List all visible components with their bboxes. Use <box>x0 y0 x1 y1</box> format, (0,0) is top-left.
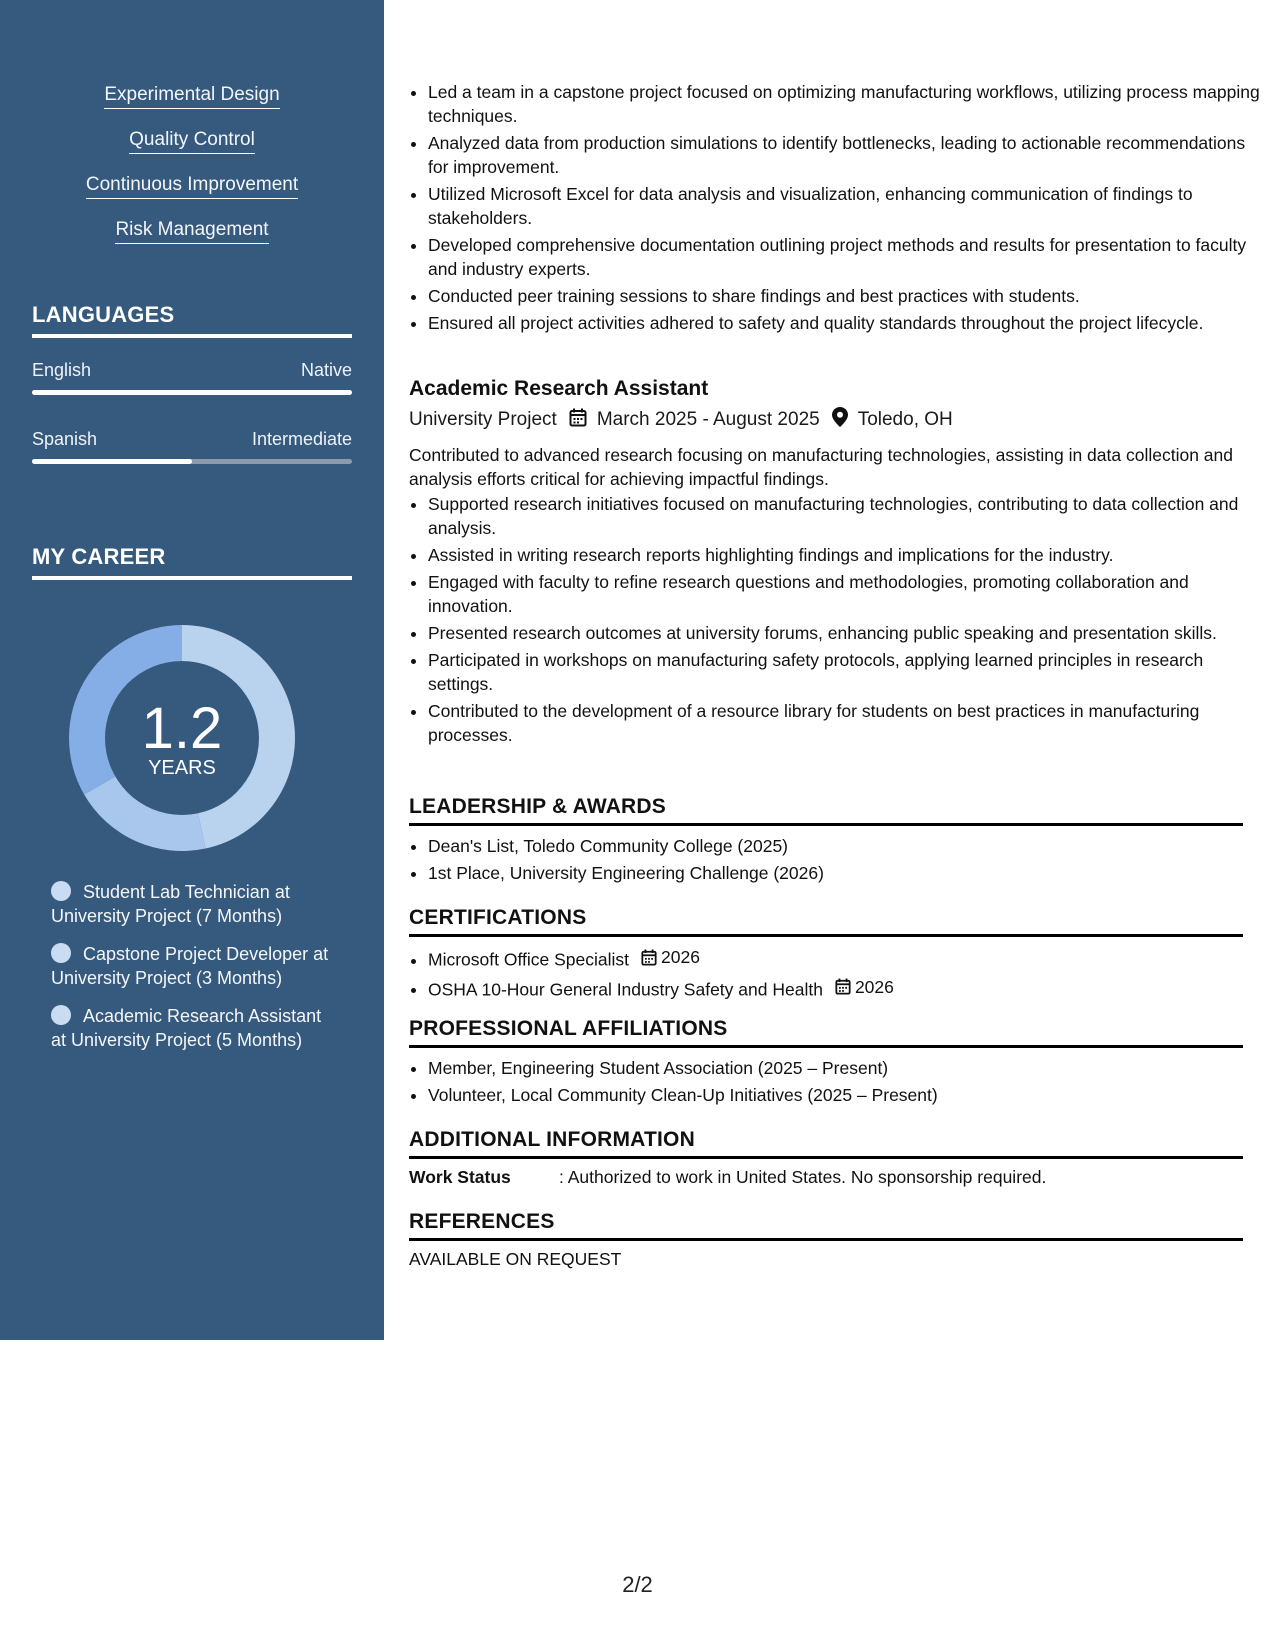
references-section <box>409 1210 1243 1270</box>
language-bar-spanish <box>32 459 352 464</box>
list-item <box>428 975 1243 1002</box>
references-text: AVAILABLE ON REQUEST <box>409 1249 622 1269</box>
list-item: • Led a team in a capstone project focused on optimizing manufacturing workflows, utilizing process mapping techniques. <box>428 80 1262 128</box>
affiliations-heading: PROFESSIONAL AFFILIATIONS <box>409 1017 1243 1048</box>
list-item: • Utilized Microsoft Excel for data analysis and visualization, enhancing communication of findings to stakeholders. <box>428 182 1262 230</box>
job-location: Toledo, OH <box>857 409 953 430</box>
career-item-text: Academic Research Assistant at University Project (5 Months) <box>51 1006 322 1050</box>
cert-name: Microsoft Office Specialist <box>428 949 629 970</box>
research-job <box>409 377 1243 750</box>
skill-item: Risk Management <box>115 219 268 244</box>
list-item: • Ensured all project activities adhered to safety and quality standards throughout the project lifecycle. <box>428 311 1262 335</box>
legend-dot-icon <box>51 1005 71 1025</box>
languages-heading: LANGUAGES <box>32 302 352 338</box>
list-item: • Engaged with faculty to refine research questions and methodologies, promoting collaboration and innovation. <box>428 570 1243 618</box>
calendar-icon <box>835 978 851 995</box>
job-meta <box>409 407 1243 433</box>
cert-name: OSHA 10-Hour General Industry Safety and Health <box>428 979 823 999</box>
research-bullets <box>409 492 1243 747</box>
affiliations-list <box>409 1056 1243 1107</box>
language-level: Intermediate <box>251 429 352 449</box>
skill-item: Continuous Improvement <box>86 174 298 199</box>
job-description: Contributed to advanced research focusing on manufacturing technologies, assisting in data collection and analysis efforts critical for achieving impactful findings. <box>409 445 1233 489</box>
certifications-heading: CERTIFICATIONS <box>409 906 1243 937</box>
work-status-row <box>409 1167 1243 1188</box>
language-name: Spanish <box>32 429 98 449</box>
work-status-value: : Authorized to work in United States. No sponsorship required. <box>559 1167 1047 1187</box>
language-bar-fill <box>32 390 352 395</box>
list-item: • Analyzed data from production simulations to identify bottlenecks, leading to actionable recommendations for improvement. <box>428 131 1262 179</box>
capstone-bullets <box>409 80 1262 338</box>
list-item: • Assisted in writing research reports highlighting findings and implications for the industry. <box>428 543 1243 567</box>
career-item-text: Student Lab Technician at University Project (7 Months) <box>51 882 290 926</box>
cert-year <box>835 975 894 999</box>
career-legend-item <box>51 1004 331 1052</box>
cert-year-text: 2026 <box>854 976 894 997</box>
career-item-text: Capstone Project Developer at University Project (3 Months) <box>51 944 329 988</box>
calendar-icon <box>569 408 587 433</box>
career-heading: MY CAREER <box>32 544 352 580</box>
language-bar-english <box>32 390 352 395</box>
list-item: • Member, Engineering Student Association (2025 – Present) <box>428 1056 1243 1080</box>
cert-year <box>641 945 700 969</box>
job-dates: March 2025 - August 2025 <box>596 409 820 430</box>
list-item: • Volunteer, Local Community Clean-Up Initiatives (2025 – Present) <box>428 1083 1243 1107</box>
references-heading: REFERENCES <box>409 1210 1243 1241</box>
skills-list <box>0 84 384 264</box>
language-level: Native <box>300 360 352 380</box>
calendar-icon <box>641 949 657 966</box>
career-legend-item <box>51 880 331 928</box>
sidebar <box>0 0 384 1340</box>
certifications-list <box>409 945 1243 1001</box>
page-number: 2/2 <box>622 1572 653 1597</box>
career-years-unit: YEARS <box>148 757 216 779</box>
language-name: English <box>32 360 92 380</box>
career-years-value: 1.2 <box>141 696 223 761</box>
awards-list <box>409 834 1243 885</box>
additional-info-heading: ADDITIONAL INFORMATION <box>409 1128 1243 1159</box>
language-bar-fill <box>32 459 192 464</box>
job-company: University Project <box>409 409 557 430</box>
list-item: • 1st Place, University Engineering Challenge (2026) <box>428 861 1243 885</box>
list-item: • Presented research outcomes at university forums, enhancing public speaking and presentation skills. <box>428 621 1243 645</box>
certifications-section <box>409 906 1243 1004</box>
legend-dot-icon <box>51 943 71 963</box>
list-item: • Supported research initiatives focused on manufacturing technologies, contributing to data collection and analysis. <box>428 492 1243 540</box>
list-item: • Developed comprehensive documentation outlining project methods and results for presentation to faculty and industry experts. <box>428 233 1262 281</box>
list-item: • Conducted peer training sessions to share findings and best practices with students. <box>428 284 1262 308</box>
additional-info-section <box>409 1128 1243 1188</box>
job-title: Academic Research Assistant <box>409 377 709 400</box>
awards-section <box>409 795 1243 888</box>
skill-item: Experimental Design <box>104 84 279 109</box>
list-item: • Dean's List, Toledo Community College (2025) <box>428 834 1243 858</box>
list-item <box>428 945 1243 972</box>
career-legend-item <box>51 942 331 990</box>
list-item: • Contributed to the development of a resource library for students on best practices in manufacturing processes. <box>428 699 1243 747</box>
work-status-label: Work Status <box>409 1167 511 1187</box>
career-donut-chart <box>62 618 302 858</box>
affiliations-section <box>409 1017 1243 1110</box>
location-pin-icon <box>832 407 848 433</box>
cert-year-text: 2026 <box>661 947 700 967</box>
awards-heading: LEADERSHIP & AWARDS <box>409 795 1243 826</box>
legend-dot-icon <box>51 881 71 901</box>
skill-item: Quality Control <box>129 129 255 154</box>
list-item: • Participated in workshops on manufacturing safety protocols, applying learned principles in research settings. <box>428 648 1243 696</box>
